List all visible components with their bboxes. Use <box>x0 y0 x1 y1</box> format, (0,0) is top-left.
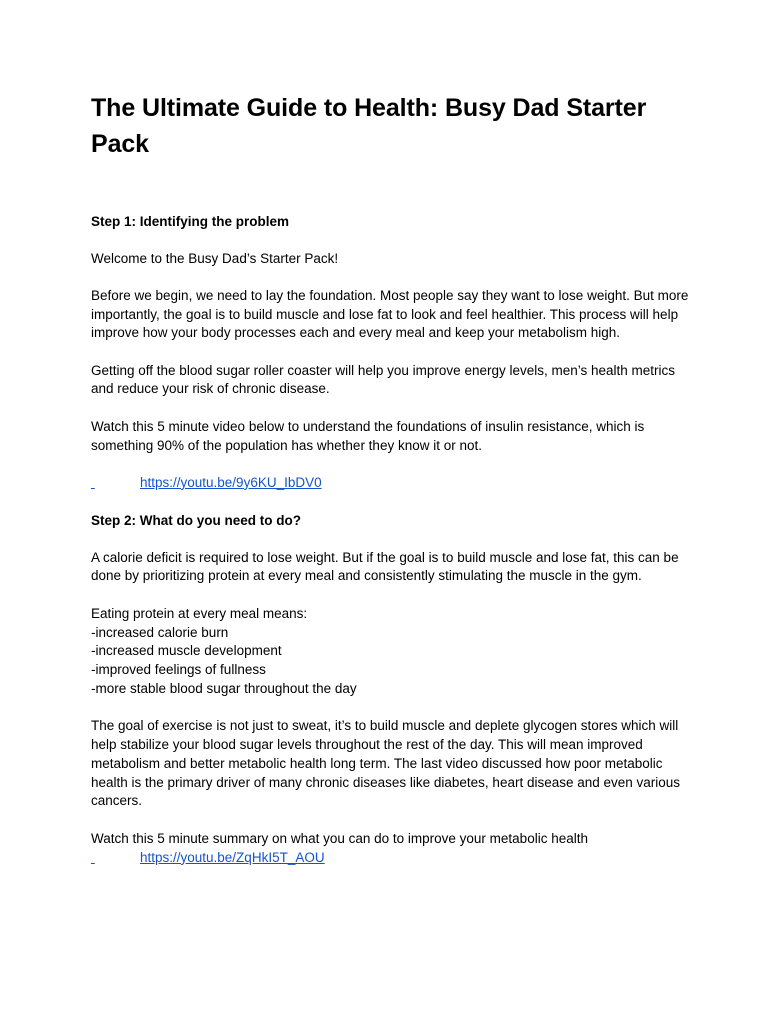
step1-welcome: Welcome to the Busy Dad’s Starter Pack! <box>91 250 339 266</box>
document-body <box>91 90 691 867</box>
link-indent-underline <box>91 849 140 868</box>
step1-paragraph-3: Watch this 5 minute video below to understand the foundations of insulin resistance, which is something 90% of the population has whether they know it or not. <box>91 418 645 453</box>
step2-link-line <box>91 849 691 868</box>
step1-heading: Step 1: Identifying the problem <box>91 214 290 229</box>
link-indent-underline <box>91 474 140 493</box>
step2-paragraph-2: The goal of exercise is not just to sweat, it’s to build muscle and deplete glycogen stores which will help stabilize your blood sugar levels throughout the rest of the day. This will mean improved metabolism and better metabolic health long term. The last video discussed how poor metabolic health is the primary driver of many chronic diseases like diabetes, heart disease and even various cancers. <box>91 718 681 809</box>
step2-list-intro: Eating protein at every meal means: <box>91 605 308 621</box>
step2-video-link[interactable]: https://youtu.be/ZqHkI5T_AOU <box>140 849 325 865</box>
list-item: -increased muscle development <box>91 643 282 659</box>
step1-paragraph-2: Getting off the blood sugar roller coaster will help you improve energy levels, men’s health metrics and reduce your risk of chronic disease. <box>91 362 676 397</box>
step1-video-link[interactable]: https://youtu.be/9y6KU_IbDV0 <box>140 474 322 490</box>
step1-link-line <box>91 474 691 493</box>
step2-heading: Step 2: What do you need to do? <box>91 513 301 529</box>
list-item: -improved feelings of fullness <box>91 662 266 678</box>
protein-benefits-list <box>91 624 691 699</box>
list-item: -increased calorie burn <box>91 624 229 640</box>
step1-paragraph-1: Before we begin, we need to lay the foundation. Most people say they want to lose weight. But more importantly, the goal is to build muscle and lose fat to look and feel healthier. This process will help improve how your body processes each and every meal and keep your metabolism high. <box>91 287 689 341</box>
step2-paragraph-3: Watch this 5 minute summary on what you can do to improve your metabolic health <box>91 830 588 846</box>
list-item: -more stable blood sugar throughout the day <box>91 680 357 696</box>
step2-paragraph-1: A calorie deficit is required to lose weight. But if the goal is to build muscle and lose fat, this can be done by prioritizing protein at every meal and consistently stimulating the muscle in the gym. <box>91 549 679 584</box>
document-title: The Ultimate Guide to Health: Busy Dad Starter Pack <box>91 94 647 158</box>
